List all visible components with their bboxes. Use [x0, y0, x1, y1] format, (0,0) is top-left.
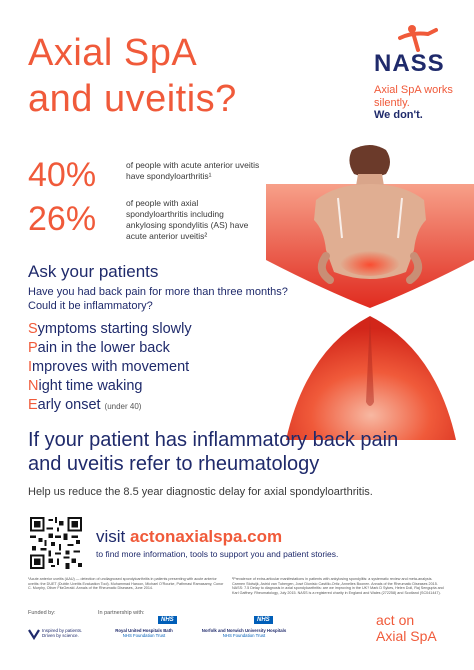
poster-title — [28, 30, 328, 122]
funded-by-label: Funded by: — [28, 610, 56, 616]
visit-line: visit actonaxialspa.com — [96, 527, 283, 546]
vertex-logo-icon — [28, 628, 40, 640]
ask-question-2: Could it be inflammatory? — [28, 300, 153, 312]
act-on-axial-spa-logo: act on Axial SpA — [376, 612, 437, 644]
partner-hospital-1: Royal United Hospitals Bath NHS Foundation Trust — [115, 628, 173, 638]
logo-tagline: Axial SpA works silently. — [374, 84, 453, 109]
title-line-2: and uveitis? — [28, 78, 237, 120]
stat-value-2: 26% — [28, 200, 97, 238]
ask-heading: Ask your patients — [28, 262, 159, 281]
spine-symptom-list — [28, 320, 288, 416]
partner-hospital-2: Norfolk and Norwich University Hospitals NHS Foundation Trust — [201, 628, 287, 638]
footnote-right: ²Prevalence of extra-articular manifestations in patients with ankylosing spondylitis: a systematic review and meta-analysis. Carmen Stolwijk, Astrid van Tubergen, José Dionisio Castillo-Ortiz, Annelies Boonen. Annals of the Rheumatic Diseases 2015. NASS: 7.5 Delay to diagnosis in axial spondyloarthritis: are we improving in the UK? Mark D Sykes, Helen Doll, Raj Sengupta and Karl Gaffney. Rheumatology, July 2015. NASS is a registered charity in England and Wales (272258) and Scotland (SC041447). — [232, 577, 444, 595]
symptom-item: Early onset (under 40) — [28, 397, 142, 413]
stat-value-1: 40% — [28, 156, 97, 194]
symptom-item: Improves with movement — [28, 359, 190, 375]
nhs-logo-icon: NHS — [254, 616, 273, 624]
stat-text-2: of people with axial spondyloarthritis including ankylosing spondylitis (AS) have acute anterior uveitis² — [126, 198, 249, 241]
stat-text-1: of people with acute anterior uveitis have spondyloarthritis¹ — [126, 160, 260, 181]
ask-question-1: Have you had back pain for more than three months? — [28, 286, 288, 298]
footnote-left: ¹Acute anterior uveitis (AAU) — detection of undiagnosed spondyloarthritis in patients presenting with acute anterior uveitis: the DUET (Dublin Uveitis Evaluation Tool). Muhammad Haroon, Michael O'Rourke, Pathmasi Ramasamy, Conor C. Murphy, Oliver FitzGerald. Annals of the Rheumatic Diseases, June 2014. — [28, 577, 224, 591]
partnership-label: In partnership with: — [98, 610, 145, 616]
title-line-1: Axial SpA — [28, 32, 198, 74]
symptom-item: Night time waking — [28, 378, 143, 394]
website-link[interactable]: actonaxialspa.com — [130, 527, 283, 546]
symptom-item: Pain in the lower back — [28, 340, 170, 356]
logo-tagline-bold: We don't. — [374, 109, 423, 121]
refer-heading: If your patient has inflammatory back pain and uveitis refer to rheumatology — [28, 429, 399, 475]
nass-figure-icon — [398, 24, 438, 52]
nass-logo: NASS — [374, 50, 445, 77]
help-text: Help us reduce the 8.5 year diagnostic delay for axial spondyloarthritis. — [28, 486, 373, 498]
ask-questions — [28, 285, 338, 313]
visit-subtext: to find more information, tools to support you and patient stories. — [96, 549, 339, 559]
nhs-logo-icon: NHS — [158, 616, 177, 624]
funder-slogan: Inspired by patients. Driven by science. — [42, 628, 83, 638]
symptom-item: Symptoms starting slowly — [28, 321, 192, 337]
qr-code[interactable] — [30, 517, 82, 569]
symptom-note: (under 40) — [104, 402, 142, 411]
